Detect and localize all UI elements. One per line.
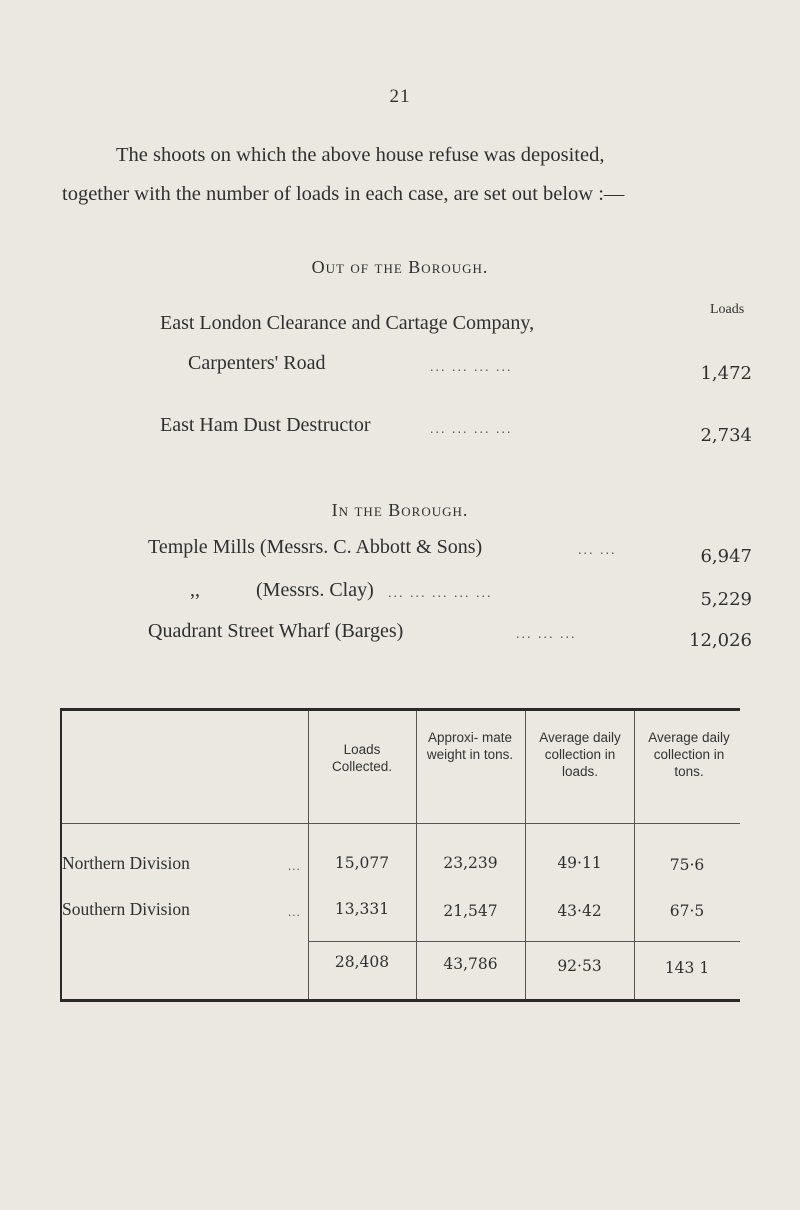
- cell-total-weight: 43,786: [443, 955, 498, 973]
- header-approximate-weight: Approxi- mate weight in tons.: [426, 730, 514, 762]
- cell-total-loads: 28,408: [334, 953, 390, 971]
- intro-paragraph: [62, 136, 762, 214]
- entry-clay-value: 5,229: [700, 589, 752, 610]
- row-label-northern: Northern Division: [62, 853, 190, 873]
- cell-total-avg-loads: 92·53: [557, 957, 602, 975]
- row-dots-northern: ...: [288, 858, 301, 873]
- entry-east-london-dots: ... ... ... ...: [430, 360, 513, 375]
- entry-east-ham-value: 2,734: [700, 425, 752, 446]
- cell-southern-loads: 13,331: [334, 900, 390, 918]
- cell-northern-weight: 23,239: [443, 854, 498, 872]
- entry-quadrant-street-dots: ... ... ...: [516, 627, 577, 642]
- entry-clay-ditto: ,,: [190, 579, 200, 601]
- row-label-southern: Southern Division: [62, 899, 190, 919]
- cell-southern-weight: 21,547: [443, 902, 498, 920]
- out-of-borough-heading: Out of the Borough.: [311, 257, 489, 277]
- intro-line-1: The shoots on which the above house refuse was deposited,: [116, 144, 605, 166]
- entry-east-london-line1: East London Clearance and Cartage Company,: [160, 312, 535, 334]
- entry-temple-mills-abbott-value: 6,947: [700, 546, 752, 567]
- header-avg-daily-tons: Average daily collection in tons.: [648, 730, 730, 779]
- header-avg-daily-loads: Average daily collection in loads.: [539, 730, 621, 779]
- collection-table: [60, 708, 740, 1002]
- page-number: 21: [389, 86, 411, 107]
- entry-temple-mills-abbott-dots: ... ...: [578, 543, 617, 558]
- cell-northern-avg-tons: 75·6: [669, 856, 705, 874]
- header-loads-collected: Loads Collected.: [331, 742, 393, 774]
- cell-southern-avg-loads: 43·42: [557, 902, 602, 920]
- row-dots-southern: ...: [288, 904, 301, 919]
- cell-northern-loads: 15,077: [334, 854, 390, 872]
- entry-east-london-line2: Carpenters' Road: [188, 352, 326, 374]
- entry-east-ham-name: East Ham Dust Destructor: [160, 414, 371, 436]
- intro-line-2: together with the number of loads in each case, are set out below :—: [62, 183, 625, 205]
- cell-southern-avg-tons: 67·5: [669, 902, 705, 920]
- table-header-rule: [62, 823, 740, 824]
- entry-quadrant-street-name: Quadrant Street Wharf (Barges): [148, 620, 404, 642]
- entry-quadrant-street-value: 12,026: [689, 630, 752, 651]
- loads-column-header: Loads: [710, 302, 745, 317]
- entry-clay-name: (Messrs. Clay): [256, 579, 374, 601]
- entry-east-ham-dots: ... ... ... ...: [430, 422, 513, 437]
- table-divider: [634, 711, 635, 999]
- cell-total-avg-tons: 143 1: [664, 959, 710, 977]
- entry-east-london-value: 1,472: [700, 363, 752, 384]
- cell-northern-avg-loads: 49·11: [557, 854, 602, 872]
- entry-temple-mills-abbott-name: Temple Mills (Messrs. C. Abbott & Sons): [148, 536, 483, 558]
- entry-clay-dots: ... ... ... ... ...: [388, 586, 493, 601]
- table-totals-rule: [308, 941, 740, 942]
- in-borough-heading: In the Borough.: [331, 500, 469, 520]
